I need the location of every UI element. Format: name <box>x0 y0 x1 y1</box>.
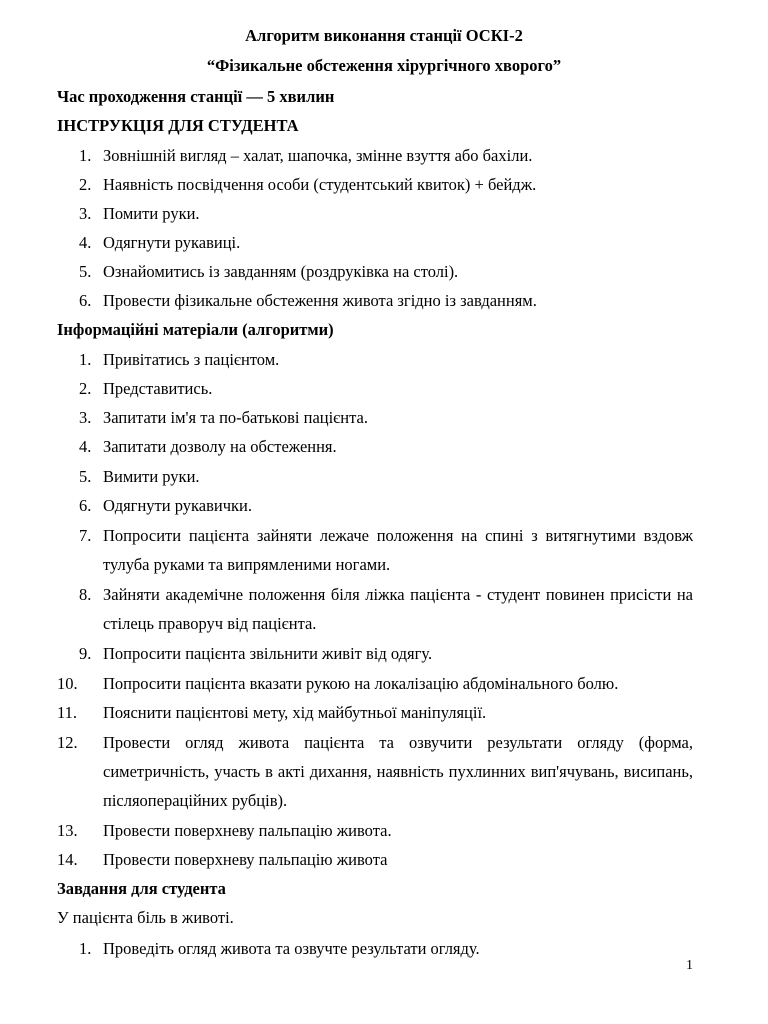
list-item-text: Зайняти академічне положення біля ліжка пацієнта - студент повинен присісти на стілець праворуч від пацієнта. <box>103 585 693 633</box>
list-item <box>57 669 693 698</box>
station-time: Час проходження станції — 5 хвилин <box>57 87 335 106</box>
list-item-number: 2. <box>79 175 92 194</box>
list-item-text: Попросити пацієнта вказати рукою на локалізацію абдомінального болю. <box>103 674 619 693</box>
list-item <box>57 580 693 638</box>
document-subtitle: “Фізикальне обстеження хірургічного хворого” <box>206 56 562 75</box>
list-item-text: Провести поверхневу пальпацію живота <box>103 850 388 869</box>
list-item-number: 3. <box>79 408 92 427</box>
list-item-number: 10. <box>57 674 78 693</box>
list-item-text: Вимити руки. <box>103 467 200 486</box>
list-item <box>57 934 693 963</box>
list-item-text: Попросити пацієнта зайняти лежаче положення на спині з витягнутими вздовж тулуба руками та випрямленими ногами. <box>103 526 693 574</box>
list-item-text: Провести поверхневу пальпацію живота. <box>103 821 392 840</box>
list-item-text: Привітатись з пацієнтом. <box>103 350 280 369</box>
list-item <box>57 462 693 491</box>
list-item-number: 3. <box>79 204 92 223</box>
list-item-text: Представитись. <box>103 379 213 398</box>
list-item <box>57 432 693 461</box>
info-heading: Інформаційні матеріали (алгоритми) <box>57 320 334 339</box>
list-item-number: 6. <box>79 291 92 310</box>
list-item-number: 2. <box>79 379 92 398</box>
list-item <box>57 345 693 374</box>
list-item-text: Провести огляд живота пацієнта та озвучити результати огляду (форма, симетричність, участь в акті дихання, наявність пухлинних вип'ячувань, висипань, післяопераційних рубців). <box>103 733 693 810</box>
task-heading: Завдання для студента <box>57 879 226 898</box>
list-item <box>57 491 693 520</box>
list-item <box>57 728 693 815</box>
list-item-number: 14. <box>57 850 78 869</box>
list-item <box>57 228 693 257</box>
list-item-text: Одягнути рукавички. <box>103 496 252 515</box>
list-item-number: 11. <box>57 703 78 722</box>
list-item-number: 12. <box>57 733 78 752</box>
list-item-text: Одягнути рукавиці. <box>103 233 241 252</box>
task-intro: У пацієнта біль в животі. <box>57 908 234 927</box>
list-item <box>57 403 693 432</box>
list-item-text: Проведіть огляд живота та озвучте результати огляду. <box>103 939 480 958</box>
list-item-number: 8. <box>79 585 92 604</box>
list-item-number: 6. <box>79 496 92 515</box>
instructions-heading: ІНСТРУКЦІЯ ДЛЯ СТУДЕНТА <box>57 116 299 135</box>
list-item-text: Запитати ім'я та по-батькові пацієнта. <box>103 408 368 427</box>
list-item <box>57 845 693 874</box>
list-item-number: 1. <box>79 350 92 369</box>
list-item-number: 1. <box>79 939 92 958</box>
list-item-text: Ознайомитись із завданням (роздруківка на столі). <box>103 262 459 281</box>
list-item-number: 7. <box>79 526 92 545</box>
list-item <box>57 141 693 170</box>
list-item-text: Пояснити пацієнтові мету, хід майбутньої маніпуляції. <box>103 703 487 722</box>
list-item-text: Помити руки. <box>103 204 200 223</box>
list-item-number: 5. <box>79 262 92 281</box>
list-item <box>57 521 693 579</box>
list-item-text: Провести фізикальне обстеження живота згідно із завданням. <box>103 291 537 310</box>
list-item-text: Наявність посвідчення особи (студентський квиток) + бейдж. <box>103 175 537 194</box>
list-item-number: 9. <box>79 644 92 663</box>
list-item-text: Запитати дозволу на обстеження. <box>103 437 337 456</box>
list-item-text: Зовнішній вигляд – халат, шапочка, змінне взуття або бахіли. <box>103 146 533 165</box>
list-item-number: 13. <box>57 821 78 840</box>
list-item <box>57 199 693 228</box>
list-item <box>57 816 693 845</box>
list-item <box>57 698 693 727</box>
document-title: Алгоритм виконання станції ОСКІ-2 <box>245 26 523 45</box>
list-item <box>57 639 693 668</box>
list-item <box>57 170 693 199</box>
list-item-number: 4. <box>79 437 92 456</box>
list-item-text: Попросити пацієнта звільнити живіт від одягу. <box>103 644 433 663</box>
list-item <box>57 257 693 286</box>
list-item <box>57 286 693 315</box>
list-item-number: 5. <box>79 467 92 486</box>
list-item-number: 4. <box>79 233 92 252</box>
list-item <box>57 374 693 403</box>
list-item-number: 1. <box>79 146 92 165</box>
page-number: 1 <box>686 958 693 973</box>
